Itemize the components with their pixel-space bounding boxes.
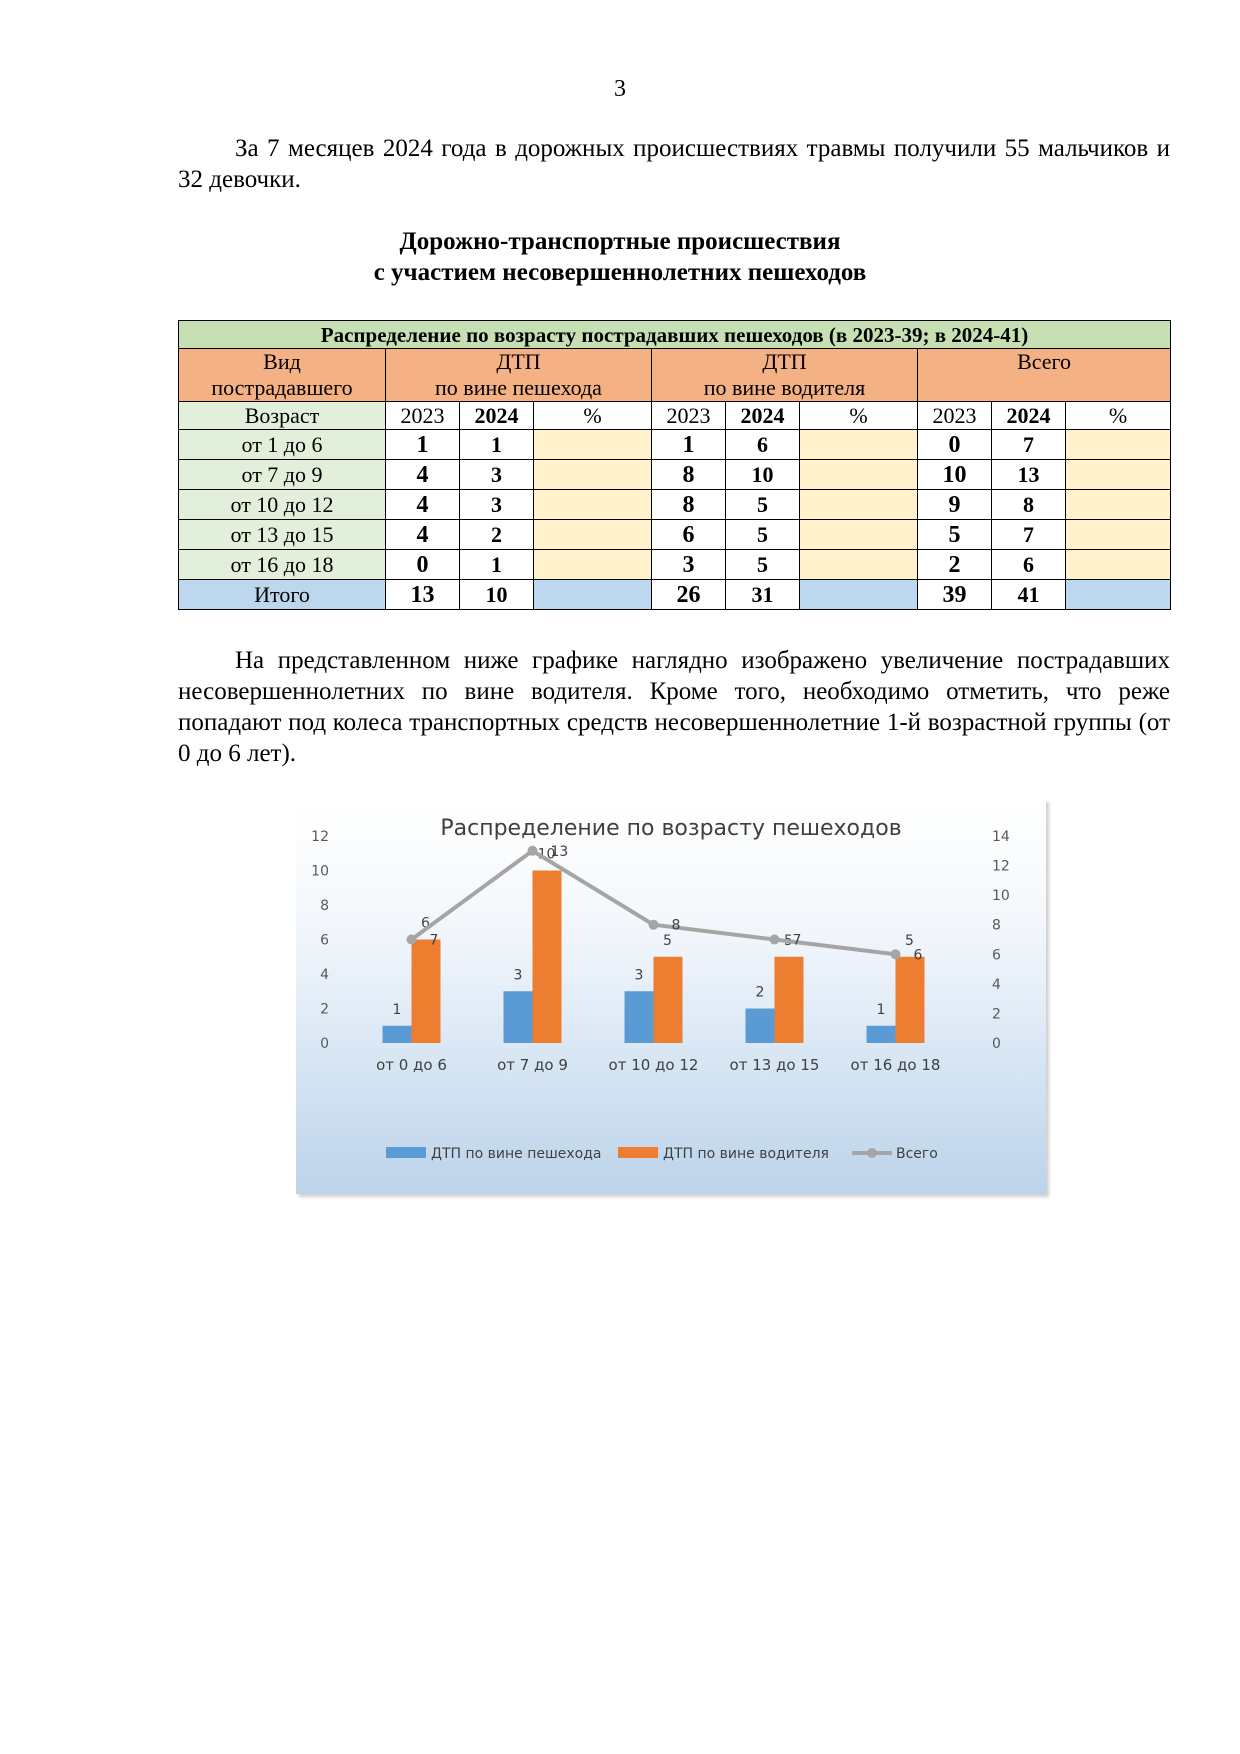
header-percent: %	[1066, 402, 1171, 430]
total-percent-cell	[800, 580, 918, 610]
page-number: 3	[614, 76, 626, 102]
value-cell: 1	[386, 430, 460, 460]
table-title: Распределение по возрасту пострадавших пешеходов (в 2023-39; в 2024-41)	[179, 321, 1171, 349]
header-year-2024: 2024	[992, 402, 1066, 430]
value-cell: 10	[726, 460, 800, 490]
line-total	[412, 851, 896, 955]
line-total-label: 7	[429, 932, 439, 949]
y-left-tick-label: 6	[320, 932, 329, 949]
value-cell: 0	[386, 550, 460, 580]
intro-paragraph: За 7 месяцев 2024 года в дорожных происшествиях травмы получили 55 мальчиков и 32 девочки.	[178, 135, 1170, 193]
x-tick-label: от 13 до 15	[729, 1056, 820, 1074]
value-cell: 2	[460, 520, 534, 550]
value-cell: 7	[992, 520, 1066, 550]
y-left-tick-label: 10	[311, 863, 329, 880]
y-right-tick-label: 4	[992, 976, 1001, 993]
value-cell: 8	[652, 490, 726, 520]
header-group1-line1: ДТП	[496, 349, 541, 374]
percent-cell	[800, 490, 918, 520]
age-cell: от 1 до 6	[179, 430, 386, 460]
header-year-2023: 2023	[652, 402, 726, 430]
percent-cell	[1066, 460, 1171, 490]
legend-label-driver: ДТП по вине водителя	[663, 1146, 829, 1162]
value-cell: 4	[386, 520, 460, 550]
percent-cell	[1066, 490, 1171, 520]
bar-pedestrian	[504, 991, 533, 1043]
value-cell: 5	[726, 520, 800, 550]
line-total-point	[891, 949, 901, 959]
table-total-row	[179, 580, 1171, 610]
value-cell: 8	[652, 460, 726, 490]
bar-driver	[775, 957, 804, 1043]
value-cell: 5	[726, 550, 800, 580]
value-cell: 3	[460, 490, 534, 520]
percent-cell	[1066, 430, 1171, 460]
value-cell: 1	[652, 430, 726, 460]
header-pedestrian-fault	[386, 349, 652, 402]
header-year-2023: 2023	[386, 402, 460, 430]
total-label: Итого	[179, 580, 386, 610]
value-cell: 3	[460, 460, 534, 490]
header-percent: %	[534, 402, 652, 430]
heading-line-2: с участием несовершеннолетних пешеходов	[373, 259, 867, 286]
line-total-point	[649, 920, 659, 930]
age-distribution-table	[178, 320, 1171, 610]
chart-title: Распределение по возрасту пешеходов	[440, 816, 902, 841]
line-total-point	[407, 935, 417, 945]
value-cell: 8	[992, 490, 1066, 520]
y-left-tick-label: 4	[320, 967, 329, 983]
value-cell: 2	[918, 550, 992, 580]
bar-driver	[412, 940, 441, 1044]
percent-cell	[800, 520, 918, 550]
percent-cell	[534, 430, 652, 460]
percent-cell	[534, 550, 652, 580]
bar-pedestrian	[625, 991, 654, 1043]
y-right-tick-label: 6	[992, 947, 1001, 964]
bar-pedestrian	[383, 1026, 412, 1043]
value-cell: 3	[652, 550, 726, 580]
age-cell: от 7 до 9	[179, 460, 386, 490]
legend-label-pedestrian: ДТП по вине пешехода	[431, 1146, 602, 1162]
header-victim-type-line2: пострадавшего	[211, 375, 353, 400]
header-victim-type-line1: Вид	[263, 349, 301, 374]
value-cell: 4	[386, 460, 460, 490]
bar-pedestrian-label: 3	[634, 967, 644, 984]
y-right-tick-label: 0	[992, 1036, 1001, 1052]
total-percent-cell	[1066, 580, 1171, 610]
x-tick-label: от 7 до 9	[497, 1056, 568, 1074]
bar-driver	[896, 957, 925, 1043]
bar-driver	[533, 871, 562, 1044]
y-right-tick-label: 2	[992, 1006, 1001, 1023]
legend-label-total: Всего	[896, 1146, 938, 1162]
bar-driver-label: 5	[905, 932, 914, 949]
line-total-label: 6	[913, 947, 923, 964]
y-left-tick-label: 2	[320, 1001, 329, 1018]
value-cell: 1	[460, 430, 534, 460]
total-cell: 26	[652, 580, 726, 610]
value-cell: 5	[918, 520, 992, 550]
y-right-tick-label: 14	[992, 829, 1010, 845]
header-age: Возраст	[179, 402, 386, 430]
bar-driver-label: 5	[784, 932, 793, 949]
x-tick-label: от 10 до 12	[608, 1056, 699, 1074]
value-cell: 7	[992, 430, 1066, 460]
chart-description-paragraph: На представленном ниже графике наглядно изображено увеличение пострадавших несовершеннолетних по вине водителя. Кроме того, необходимо отметить, что реже попадают под колеса транспортных средств несовершеннолетние 1-й возрастной группы (от 0 до 6 лет).	[178, 647, 1170, 767]
chart-svg	[296, 799, 1046, 1194]
header-group2-line2: по вине водителя	[703, 375, 866, 400]
x-tick-label: от 0 до 6	[376, 1056, 447, 1074]
heading-line-1: Дорожно-транспортные происшествия	[399, 228, 841, 255]
percent-cell	[1066, 520, 1171, 550]
header-percent: %	[800, 402, 918, 430]
bar-driver-label: 6	[421, 915, 430, 932]
bar-pedestrian-label: 3	[513, 967, 523, 984]
table-row	[179, 490, 1171, 520]
y-right-tick-label: 10	[992, 888, 1010, 905]
line-total-label: 13	[550, 843, 569, 860]
bar-driver-label: 5	[663, 932, 672, 949]
table-row	[179, 460, 1171, 490]
value-cell: 6	[726, 430, 800, 460]
table-row	[179, 430, 1171, 460]
header-group2-line1: ДТП	[762, 349, 807, 374]
bar-pedestrian-label: 1	[392, 1001, 402, 1018]
value-cell: 6	[652, 520, 726, 550]
value-cell: 9	[918, 490, 992, 520]
bar-pedestrian-label: 1	[876, 1001, 886, 1018]
age-cell: от 10 до 12	[179, 490, 386, 520]
y-left-tick-label: 8	[320, 898, 329, 914]
bar-pedestrian-label: 2	[755, 984, 765, 1001]
y-right-tick-label: 8	[992, 917, 1001, 934]
total-cell: 10	[460, 580, 534, 610]
total-cell: 41	[992, 580, 1066, 610]
bar-driver	[654, 957, 683, 1043]
line-total-point	[528, 846, 538, 856]
table-row	[179, 520, 1171, 550]
header-driver-fault	[652, 349, 918, 402]
legend-swatch-pedestrian	[386, 1147, 426, 1158]
line-total-point	[770, 935, 780, 945]
header-year-2024: 2024	[726, 402, 800, 430]
value-cell: 1	[460, 550, 534, 580]
y-left-tick-label: 0	[320, 1036, 329, 1052]
value-cell: 0	[918, 430, 992, 460]
value-cell: 6	[992, 550, 1066, 580]
header-year-2023: 2023	[918, 402, 992, 430]
percent-cell	[1066, 550, 1171, 580]
x-tick-label: от 16 до 18	[850, 1056, 941, 1074]
y-right-tick-label: 12	[992, 858, 1010, 875]
header-victim-type	[179, 349, 386, 402]
legend-marker-total	[867, 1148, 877, 1158]
line-total-label: 8	[671, 917, 681, 934]
percent-cell	[534, 460, 652, 490]
table-row	[179, 550, 1171, 580]
line-total-label: 7	[792, 932, 802, 949]
y-left-tick-label: 12	[311, 829, 329, 845]
value-cell: 10	[918, 460, 992, 490]
value-cell: 13	[992, 460, 1066, 490]
legend-swatch-driver	[618, 1147, 658, 1158]
header-group1-line2: по вине пешехода	[435, 375, 602, 400]
bar-pedestrian	[867, 1026, 896, 1043]
age-cell: от 16 до 18	[179, 550, 386, 580]
total-cell: 31	[726, 580, 800, 610]
section-heading	[0, 226, 1240, 288]
header-total: Всего	[918, 349, 1171, 402]
age-distribution-chart	[296, 799, 1046, 1194]
total-cell: 39	[918, 580, 992, 610]
value-cell: 5	[726, 490, 800, 520]
bar-driver-label: 10	[537, 846, 556, 863]
percent-cell	[800, 430, 918, 460]
percent-cell	[534, 490, 652, 520]
age-cell: от 13 до 15	[179, 520, 386, 550]
value-cell: 4	[386, 490, 460, 520]
header-year-2024: 2024	[460, 402, 534, 430]
percent-cell	[534, 520, 652, 550]
percent-cell	[800, 550, 918, 580]
percent-cell	[800, 460, 918, 490]
bar-pedestrian	[746, 1009, 775, 1044]
total-percent-cell	[534, 580, 652, 610]
total-cell: 13	[386, 580, 460, 610]
